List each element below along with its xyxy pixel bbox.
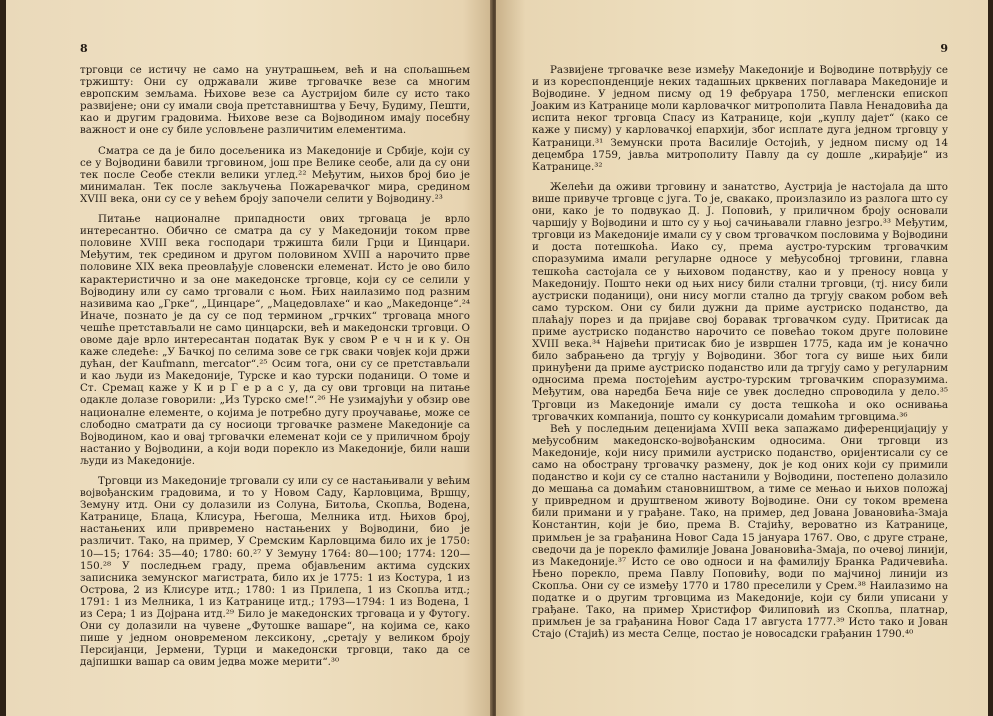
paragraph: Желећи да оживи трговину и занатство, Аустрија је настојала да што више привуче трговце с југа. То је, свакако, произлазило из разлога што су они, како је то подвукао Д. Ј. Поповић, у приличном броју основали чаршију у Војводини и што су у њој сачињавали главно језгро.³³ Међутим, трговци из Македоније имали су у свом трговачком пословима у Војводини и доста потешкоћа. Иако су, према аустро-турским трговачким споразумима имали регуларне односе у међусобној трговини, главна тешкоћа састојала се у њиховом поданству, као и у преносу новца у Македонију. Пошто неки од њих нису били стални трговци, (тј. нису били аустриски поданици), они нису могли стално да тргују сваком робом већ само турском. Они су били дужни да приме аустриско поданство, да плаћају порез и да пријаве свој боравак трговачком суду. Притисак да приме аустриско поданство нарочито се повећао током друге половине XVIII века.³⁴ Највећи притисак био је извршен 1775, када им је коначно било забрањено да тргују у Војводини. Због тога су више њих били принуђени да приме аустриско поданство или да тргују само у регуларним односима према постојећим аустро-турским трговачким споразумима. Међутим, ова наредба Беча није се увек доследно спроводила у дело.³⁵ Трговци из Македоније имали су доста тешкоћа и око оснивања трговачких компанија, пошто су конкурисали домаћим трговцима.³⁶ <box>532 180 948 423</box>
paragraph: Трговци из Македоније трговали су или су се настањивали у већим војвођанским градовима, и то у Новом Саду, Карловцима, Вршцу, Земуну итд. Они су долазили из Солуна, Битоља, Скопља, Водена, Катранице, Блаца, Клисура, Његоша, Мелника итд. Њихов број, настањених или привремено настањених у Војводини, био је различит. Тако, на пример, У Сремским Карловцима било их је 1750: 10—15; 1764: 35—40; 1780: 60.²⁷ У Земуну 1764: 80—100; 1774: 120—150.²⁸ У последњем граду, према објављеним актима судских записника земунског магистрата, било их је 1775: 1 из Костура, 1 из Острова, 2 из Клисуре итд.; 1780: 1 из Прилепа, 1 из Скопља итд.; 1791: 1 из Мелника, 1 из Катранице итд.; 1793—1794: 1 из Водена, 1 из Сера; 1 из Дојрана итд.²⁹ Било је македонских трговаца и у Футогу. Они су долазили на чувене „Футошке вашаре“, на којима се, како пише у једном оновременом лексикону, „сретају у великом броју Персијанци, Јермени, Турци и македонски трговци, тако да се дајпишки вашар са овим једва може мерити“.³⁰ <box>80 475 470 669</box>
page-number-right: 9 <box>940 42 948 55</box>
paragraph: Сматра се да је било досељеника из Македоније и Србије, који су се у Војводини бавили трговином, још пре Велике сеобе, али да су они тек после Сеобе стекли велики углед.²² Међутим, њихов број био је минималан. Тек после закључења Пожаревачког мира, средином XVIII века, они су се у већем броју започели селити у Војводину.²³ <box>80 144 470 205</box>
left-page <box>6 0 492 716</box>
paragraph: Питање националне припадности ових трговаца је врло интересантно. Обично се сматра да су у Македонији током прве половине XVIII века господари тржишта били Грци и Цинцари. Међутим, тек средином и другом половином XVIII а нарочито прве половине XIX века преовлађује словенски елеменат. Исто је ово било карактеристично и за оне македонске трговце, који су се селили у Војводину или су само трговали с њом. Њих наилазимо под разним називима као „Грке“, „Цинцаре“, „Мацедовлахе“ и као „Македонце“.²⁴ Иначе, познато је да су се под термином „грчких“ трговаца много чешће претстављали не само цинцарски, већ и македонски трговци. О овоме даје врло интересантан податак Вук у свом Р е ч н и к у. Он каже следеће: „У Бачкој по селима зове се грк сваки човјек који држи дућан, der Kaufmann, mercator“.²⁵ Осим тога, они су се претстављали и као људи из Македоније, Турске и као турски поданици. О томе и Ст. Сремац каже у К и р Г е р а с у, да су ови трговци на питање одакле долазе говорили: „Из Турско сме!“.²⁶ Не узимајући у обзир ове националне елементе, о којима је потребно дугу проучавање, може се слободно сматрати да су носиоци трговачке размене Македоније са Војводином, као и овај трговачки елеменат који се у приличном броју настанио у Војводини, а који води порекло из Македоније, били наши људи из Македоније. <box>80 213 470 467</box>
right-page <box>496 0 988 716</box>
page-number-left: 8 <box>80 42 88 55</box>
paragraph: Већ у последњим деценијама XVIII века запажамо диференцијацију у међусобним македонско-војвођанским односима. Они трговци из Македоније, који нису примили аустриско поданство, оријентисали су се само на обострану трговачку размену, док је код оних који су примили поданство и који су се стално настанили у Војводини, постепено долазило до мешања са домаћим становништвом, а тиме се мењао и њихов положај у привредном и друштвеном животу Војводине. Они су током времена били примани и у грађане. Тако, на пример, дед Јована Јовановића-Змаја Константин, који је био, према В. Стајићу, вероватно из Катранице, примљен је за грађанина Новог Сада 15 јануара 1767. Ово, с друге стране, сведочи да је порекло фамилије Јована Јовановића-Змаја, по очевој линији, из Македоније.³⁷ Исто се ово односи и на фамилију Бранка Радичевића. Њено порекло, према Павлу Поповићу, води по мајчиној линији из Скопља. Они су се између 1770 и 1780 преселили у Срем.³⁸ Наилазимо на податке и о другим трговцима из Македоније, који су били уписани у грађане. Тако, на пример Христифор Филиповић из Скопља, платнар, примљен је за грађанина Новог Сада 17 августа 1777.³⁹ Исто тако и Јован Стајо (Стајић) из места Селце, постао је новосадски грађанин 1790.⁴⁰ <box>532 422 948 641</box>
paragraph: трговци се истичу не само на унутрашњем, већ и на спољашњем тржишту: Они су одржавали живе трговачке везе са многим европским земљама. Њихове везе са Аустријом биле су исто тако развијене; они су имали своја претставништва у Бечу, Будиму, Пешти, као и другим градовима. Њихове везе са Војводином имају посебну важност и оне су биле условљене различитим елементима. <box>80 64 470 137</box>
paragraph: Развијене трговачке везе између Македоније и Војводине потврђују се и из кореспонденције неких тадашњих црквених поглавара Македоније и Војводине. У једном писму од 19 фебруара 1750, мегленски епископ Јоаким из Катранице моли карловачког митрополита Павла Ненадовића да испита неког трговца Спасу из Катранице, који „куплу дајет“ (како се каже у писму) у карловачкој епархији, због исплате дуга једном трговцу у Катраници.³¹ Земунски прота Василије Остојић, у једном писму од 14 децембра 1759, јавља митрополиту Павлу да су дошле „кирађије“ из Катранице.³² <box>532 64 948 173</box>
